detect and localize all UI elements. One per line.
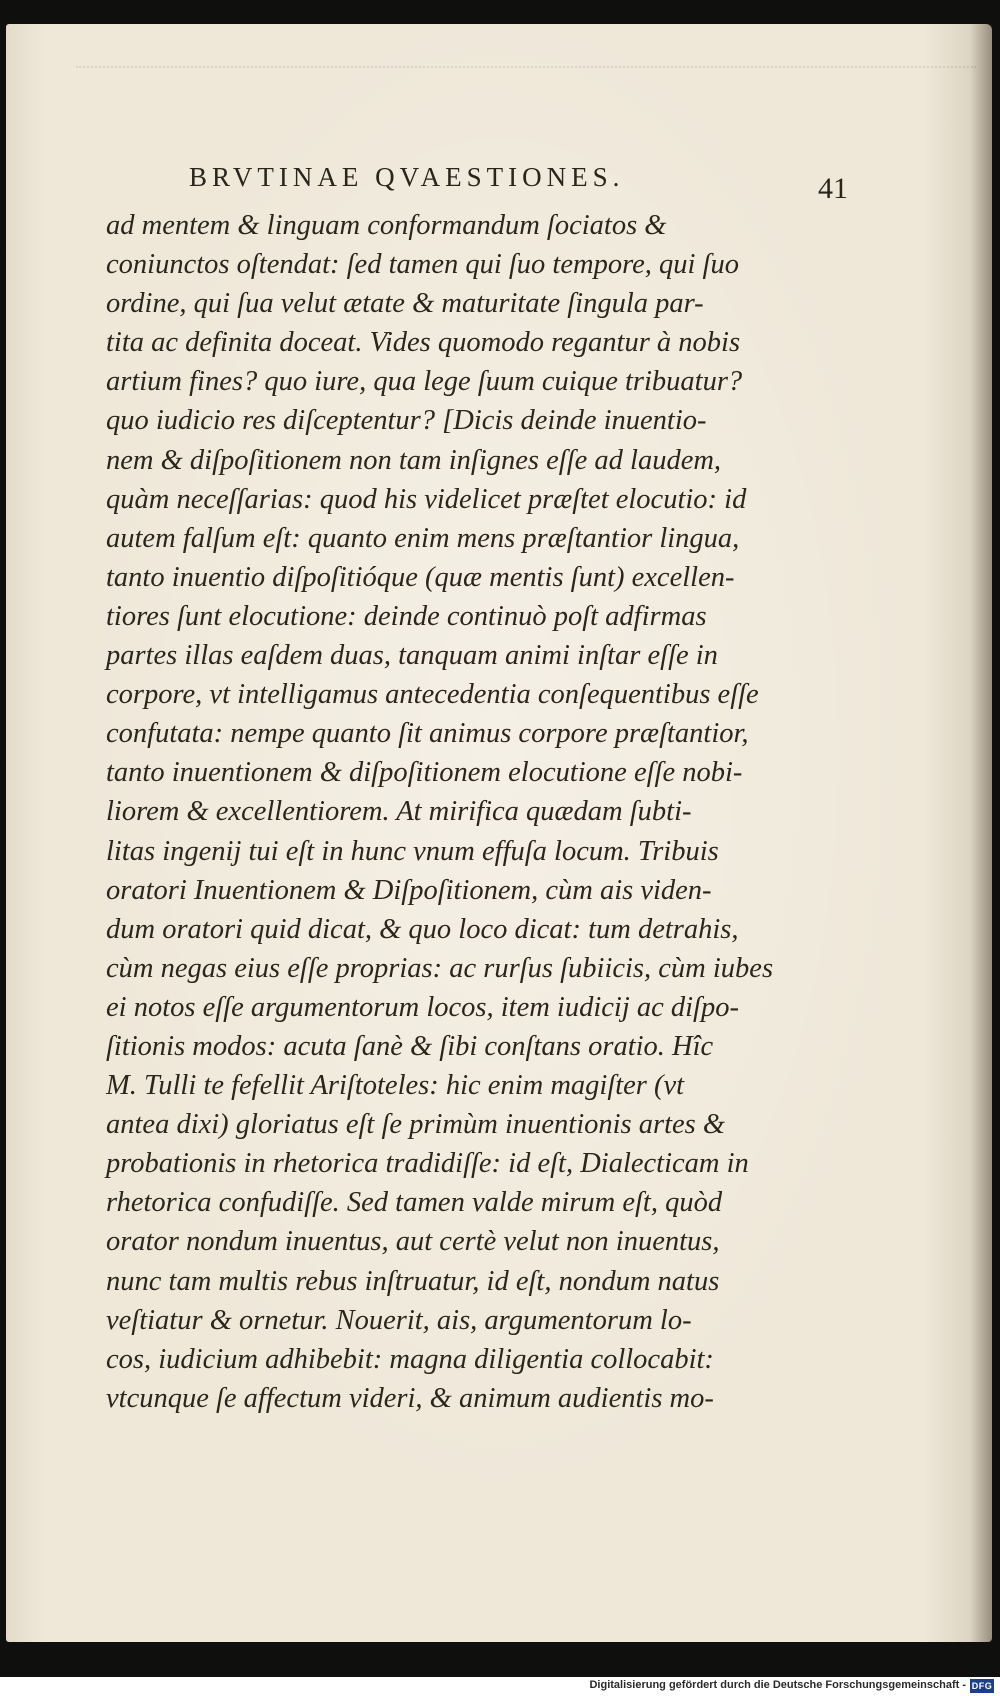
text-line: corpore, vt intelligamus antecedentia conſequentibus eſſe (106, 679, 759, 711)
text-line: tanto inuentionem & diſpoſitionem elocutione eſſe nobi- (106, 757, 743, 789)
text-line: quo iudicio res diſceptentur? [Dicis deinde inuentio- (106, 405, 707, 437)
text-line: oratori Inuentionem & Diſpoſitionem, cùm ais viden- (106, 874, 712, 906)
text-line: liorem & excellentiorem. At mirifica quædam ſubti- (106, 796, 692, 828)
body-text (106, 206, 828, 1418)
text-line: quàm neceſſarias: quod his videlicet præſtet elocutio: id (106, 483, 747, 515)
text-line: nunc tam multis rebus inſtruatur, id eſt, nondum natus (106, 1265, 720, 1297)
text-line: ei notos eſſe argumentorum locos, item iudicij ac diſpo- (106, 991, 739, 1023)
text-line: cos, iudicium adhibebit: magna diligentia collocabit: (106, 1343, 714, 1375)
text-line: M. Tulli te fefellit Ariſtoteles: hic enim magiſter (vt (106, 1070, 685, 1102)
show-through-text (76, 66, 976, 98)
text-line: tanto inuentio diſpoſitióque (quæ mentis ſunt) excellen- (106, 561, 735, 593)
text-line: autem falſum eſt: quanto enim mens præſtantior lingua, (106, 522, 740, 554)
text-line: confutata: nempe quanto ſit animus corpore præſtantior, (106, 718, 749, 750)
text-line: artium fines? quo iure, qua lege ſuum cuique tribuatur? (106, 366, 743, 398)
text-line: tita ac definita doceat. Vides quomodo regantur à nobis (106, 327, 741, 359)
text-line: cùm negas eius eſſe proprias: ac rurſus ſubiicis, cùm iubes (106, 952, 774, 984)
text-line: nem & diſpoſitionem non tam inſignes eſſe ad laudem, (106, 444, 722, 476)
text-line: probationis in rhetorica tradidiſſe: id eſt, Dialecticam in (106, 1148, 749, 1180)
text-line: veſtiatur & ornetur. Nouerit, ais, argumentorum lo- (106, 1304, 692, 1336)
dfg-logo: DFG (971, 1681, 993, 1691)
text-line: rhetorica confudiſſe. Sed tamen valde mirum eſt, quòd (106, 1187, 723, 1219)
book-page (6, 24, 992, 1642)
running-title: BRVTINAE QVAESTIONES. (189, 162, 625, 192)
text-line: ordine, qui ſua velut ætate & maturitate ſingula par- (106, 288, 704, 320)
page-number: 41 (818, 172, 848, 205)
text-line: ſitionis modos: acuta ſanè & ſibi conſtans oratio. Hîc (106, 1030, 714, 1062)
text-line: ad mentem & linguam conformandum ſociatos & (106, 210, 667, 241)
digitization-footer (0, 1677, 1000, 1696)
funding-credit: Digitalisierung gefördert durch die Deutsche Forschungsgemeinschaft - (589, 1679, 966, 1691)
running-head (6, 162, 992, 205)
text-line: coniunctos oſtendat: ſed tamen qui ſuo tempore, qui ſuo (106, 249, 739, 281)
text-line: litas ingenij tui eſt in hunc vnum effuſa locum. Tribuis (106, 835, 719, 867)
text-line: tiores ſunt elocutione: deinde continuò poſt adfirmas (106, 600, 707, 632)
text-line: vtcunque ſe affectum videri, & animum audientis mo- (106, 1382, 714, 1414)
text-line: dum oratori quid dicat, & quo loco dicat: tum detrahis, (106, 913, 739, 945)
text-line: partes illas eaſdem duas, tanquam animi inſtar eſſe in (106, 640, 718, 672)
text-line: orator nondum inuentus, aut certè velut non inuentus, (106, 1226, 720, 1258)
text-line: antea dixi) gloriatus eſt ſe primùm inuentionis artes & (106, 1109, 726, 1141)
spine-shadow (970, 24, 992, 1642)
